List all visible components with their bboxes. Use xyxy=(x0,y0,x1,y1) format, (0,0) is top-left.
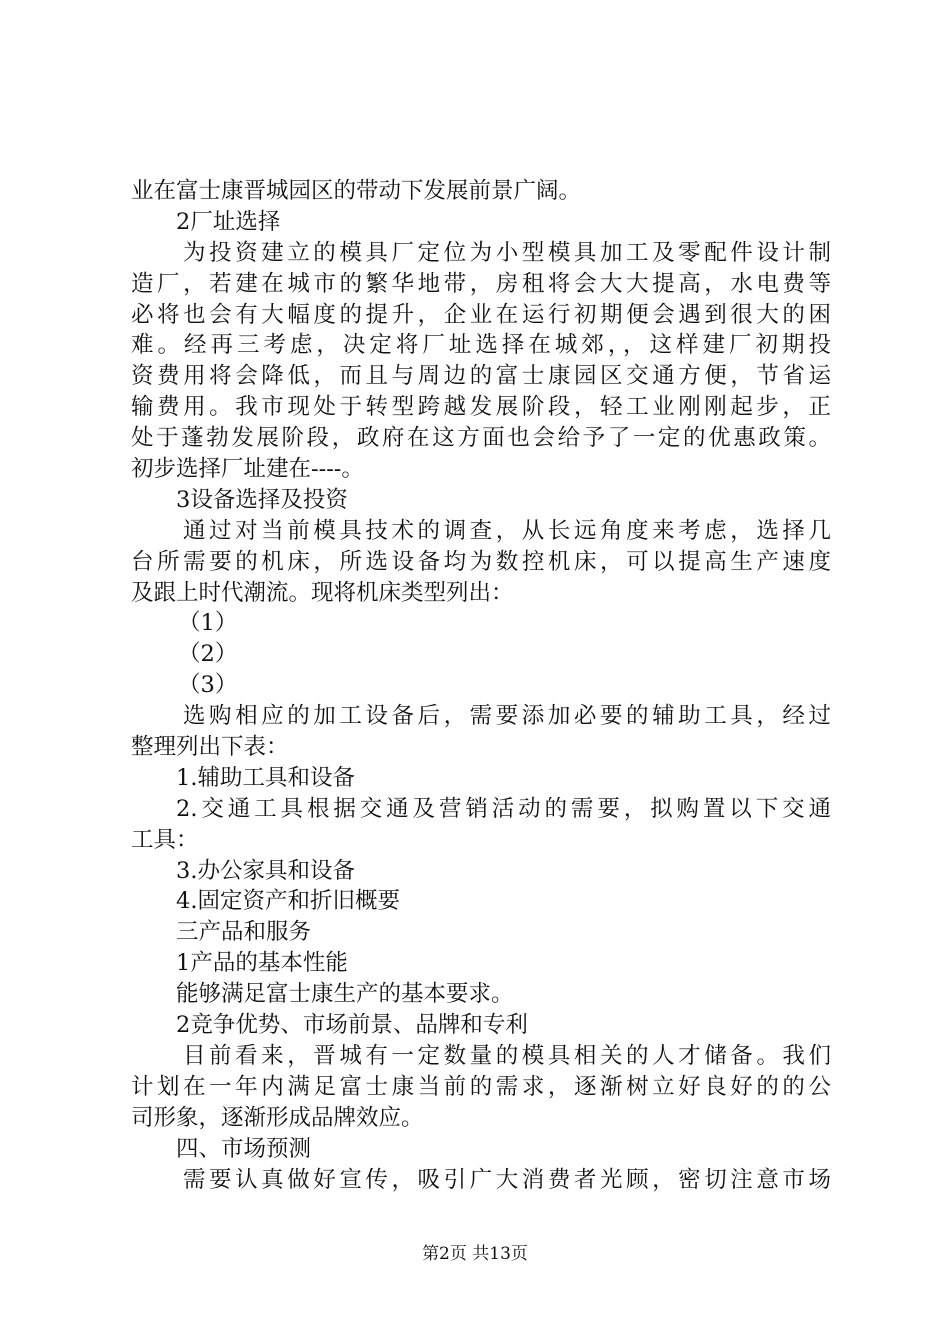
text-line: 业在富士康晋城园区的带动下发展前景广阔。 xyxy=(131,178,582,204)
text-line: 计划在一年内满足富士康当前的需求，逐渐树立好良好的的公 xyxy=(131,1073,831,1100)
text-line: （3） xyxy=(178,672,238,699)
text-line: 能够满足富士康生产的基本要求。 xyxy=(176,981,514,1008)
text-line: 输费用。我市现处于转型跨越发展阶段，轻工业刚刚起步，正 xyxy=(131,394,831,421)
text-line: 选购相应的加工设备后，需要添加必要的辅助工具，经过 xyxy=(183,703,831,730)
text-line: 难。经再三考虑，决定将厂址选择在城郊，，这样建厂初期投 xyxy=(131,332,831,359)
text-line: 2竞争优势、市场前景、品牌和专利 xyxy=(176,1012,528,1039)
text-line: 处于蓬勃发展阶段，政府在这方面也会给予了一定的优惠政策。 xyxy=(131,425,831,452)
text-line: 司形象，逐渐形成品牌效应。 xyxy=(131,1104,424,1131)
text-line: 通过对当前模具技术的调查，从长远角度来考虑，选择几 xyxy=(183,517,831,544)
text-line: 四、市场预测 xyxy=(176,1135,312,1162)
text-line: 1.辅助工具和设备 xyxy=(176,764,355,791)
text-line: 2厂址选择 xyxy=(176,208,281,235)
text-line: 为投资建立的模具厂定位为小型模具加工及零配件设计制 xyxy=(183,239,831,266)
text-line: 初步选择厂址建在----。 xyxy=(131,456,364,483)
text-line: 1产品的基本性能 xyxy=(176,950,348,977)
page-footer: 第2页 共13页 xyxy=(422,1244,528,1264)
text-line: 资费用将会降低，而且与周边的富士康园区交通方便，节省运 xyxy=(131,363,831,390)
body-text xyxy=(131,176,831,1195)
text-line: 目前看来，晋城有一定数量的模具相关的人才储备。我们 xyxy=(183,1042,831,1069)
text-line: 三产品和服务 xyxy=(176,919,312,946)
text-line: 需要认真做好宣传，吸引广大消费者光顾，密切注意市场 xyxy=(183,1166,831,1193)
text-line: 4.固定资产和折旧概要 xyxy=(176,888,400,915)
text-line: 整理列出下表： xyxy=(131,734,289,761)
text-line: 及跟上时代潮流。现将机床类型列出： xyxy=(131,579,514,606)
text-line: 3设备选择及投资 xyxy=(176,486,348,513)
text-line: 必将也会有大幅度的提升，企业在运行初期便会遇到很大的困 xyxy=(131,301,831,328)
text-line: 台所需要的机床，所选设备均为数控机床，可以提高生产速度 xyxy=(131,548,831,575)
text-line: 造厂，若建在城市的繁华地带，房租将会大大提高，水电费等 xyxy=(131,270,831,297)
text-line: （2） xyxy=(178,641,238,668)
text-line: 工具： xyxy=(131,826,199,853)
text-line: （1） xyxy=(178,610,238,637)
text-line: 3.办公家具和设备 xyxy=(176,857,355,884)
text-line: 2.交通工具根据交通及营销活动的需要，拟购置以下交通 xyxy=(176,795,831,822)
